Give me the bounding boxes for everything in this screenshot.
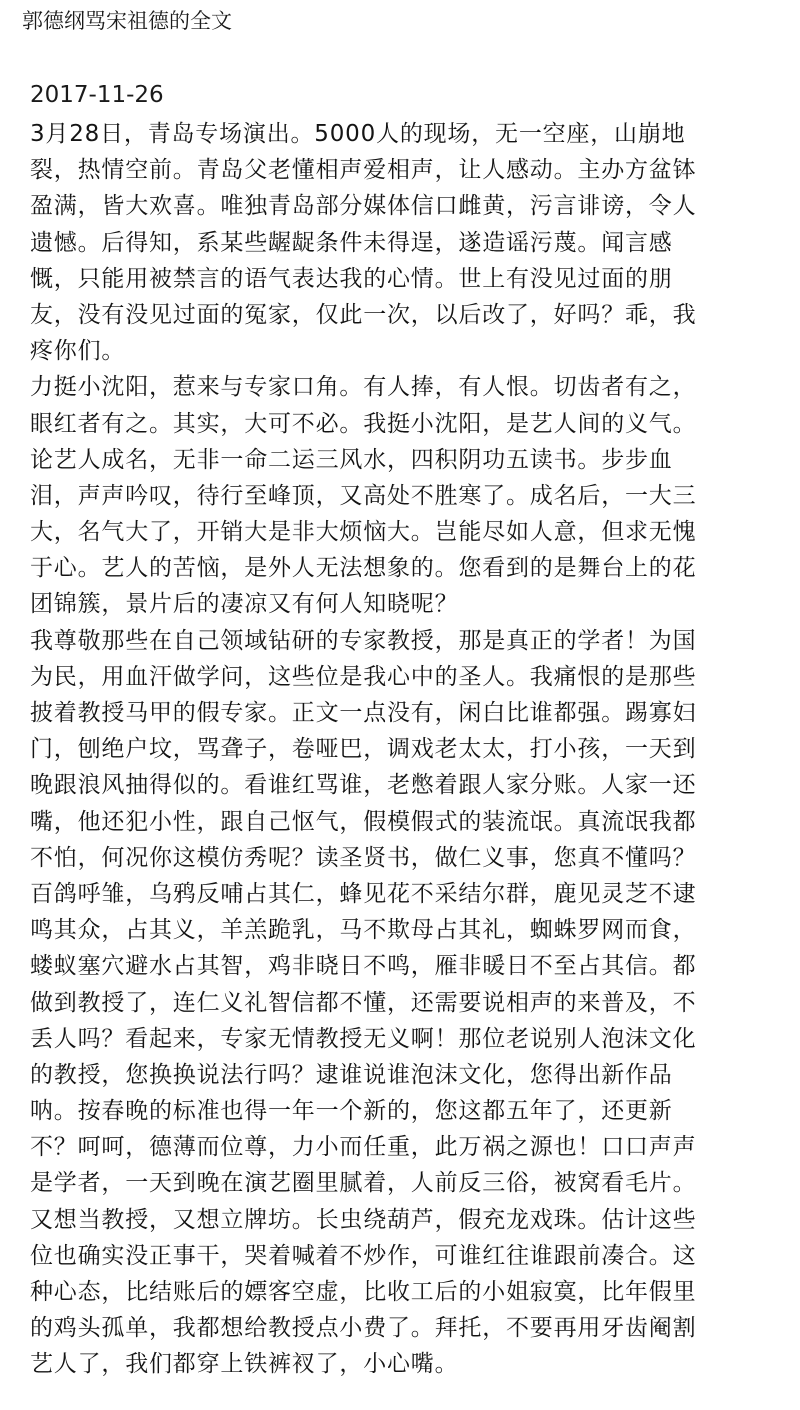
text-line: 于心。艺人的苦恼，是外人无法想象的。您看到的是舞台上的花 <box>30 555 697 582</box>
text-line: 泪，声声吟叹，待行至峰顶，又高处不胜寒了。成名后，一大三 <box>30 482 697 509</box>
document-date: 2017-11-26 <box>30 82 164 108</box>
text-line: 门，刨绝户坟，骂聋子，卷哑巴，调戏老太太，打小孩，一天到 <box>30 736 697 763</box>
text-line: 慨，只能用被禁言的语气表达我的心情。世上有没见过面的朋 <box>30 265 673 292</box>
text-line: 我尊敬那些在自己领域钻研的专家教授，那是真正的学者！为国 <box>30 627 697 654</box>
text-line: 眼红者有之。其实，大可不必。我挺小沈阳，是艺人间的义气。 <box>30 410 697 437</box>
text-line: 大，名气大了，开销大是非大烦恼大。岂能尽如人意，但求无愧 <box>30 519 697 546</box>
text-line: 种心态，比结账后的嫖客空虚，比收工后的小姐寂寞，比年假里 <box>30 1279 697 1305</box>
text-line: 丢人吗？看起来，专家无情教授无义啊！那位老说别人泡沫文化 <box>30 1025 697 1052</box>
text-line: 盈满，皆大欢喜。唯独青岛部分媒体信口雌黄，污言诽谤，令人 <box>30 193 697 220</box>
text-line: 呐。按春晚的标准也得一年一个新的，您这都五年了，还更新 <box>30 1098 673 1125</box>
text-line: 不怕，何况你这模仿秀呢？读圣贤书，做仁义事，您真不懂吗？ <box>30 844 697 871</box>
text-line: 位也确实没正事干，哭着喊着不炒作，可谁红往谁跟前凑合。这 <box>30 1242 697 1269</box>
text-line: 不？呵呵，德薄而位尊，力小而任重，此万祸之源也！口口声声 <box>30 1134 697 1161</box>
text-line: 力挺小沈阳，惹来与专家口角。有人捧，有人恨。切齿者有之， <box>30 374 697 401</box>
text-line: 3月28日，青岛专场演出。5000人的现场，无一空座，山崩地 <box>30 121 686 147</box>
text-line: 遗憾。后得知，系某些龌龊条件未得逞，遂造谣污蔑。闻言感 <box>30 229 673 256</box>
text-line: 为民，用血汗做学问，这些位是我心中的圣人。我痛恨的是那些 <box>30 663 697 690</box>
text-line: 又想当教授，又想立牌坊。长虫绕葫芦，假充龙戏珠。估计这些 <box>30 1206 697 1233</box>
document-title: 郭德纲骂宋祖德的全文 <box>22 9 232 33</box>
text-line: 是学者，一天到晚在演艺圈里腻着，人前反三俗，被窝看毛片。 <box>30 1170 697 1197</box>
text-line: 友，没有没见过面的冤家，仅此一次，以后改了，好吗？乖，我 <box>30 301 697 328</box>
text-line: 艺人了，我们都穿上铁裤衩了，小心嘴。 <box>30 1351 459 1378</box>
document-body <box>30 116 800 1383</box>
text-line: 蝼蚁塞穴避水占其智，鸡非晓日不鸣，雁非暖日不至占其信。都 <box>30 953 697 980</box>
text-line: 做到教授了，连仁义礼智信都不懂，还需要说相声的来普及，不 <box>30 989 697 1016</box>
text-line: 嘴，他还犯小性，跟自己怄气，假模假式的装流氓。真流氓我都 <box>30 808 697 835</box>
text-line: 的教授，您换换说法行吗？逮谁说谁泡沫文化，您得出新作品 <box>30 1061 673 1088</box>
text-line: 晚跟浪风抽得似的。看谁红骂谁，老憋着跟人家分账。人家一还 <box>30 772 697 799</box>
text-line: 披着教授马甲的假专家。正文一点没有，闲白比谁都强。踢寡妇 <box>30 700 697 726</box>
text-line: 百鸽呼雏，乌鸦反哺占其仁，蜂见花不采结尔群，鹿见灵芝不逮 <box>30 880 697 907</box>
text-line: 裂，热情空前。青岛父老懂相声爱相声，让人感动。主办方盆钵 <box>30 157 697 184</box>
text-line: 鸣其众，占其义，羊羔跪乳，马不欺母占其礼，蜘蛛罗网而食， <box>30 917 697 944</box>
text-line: 论艺人成名，无非一命二运三风水，四积阴功五读书。步步血 <box>30 446 673 473</box>
text-line: 疼你们。 <box>30 338 126 365</box>
text-line: 的鸡头孤单，我都想给教授点小费了。拜托，不要再用牙齿阉割 <box>30 1315 697 1342</box>
text-line: 团锦簇，景片后的凄凉又有何人知晓呢？ <box>30 591 459 618</box>
